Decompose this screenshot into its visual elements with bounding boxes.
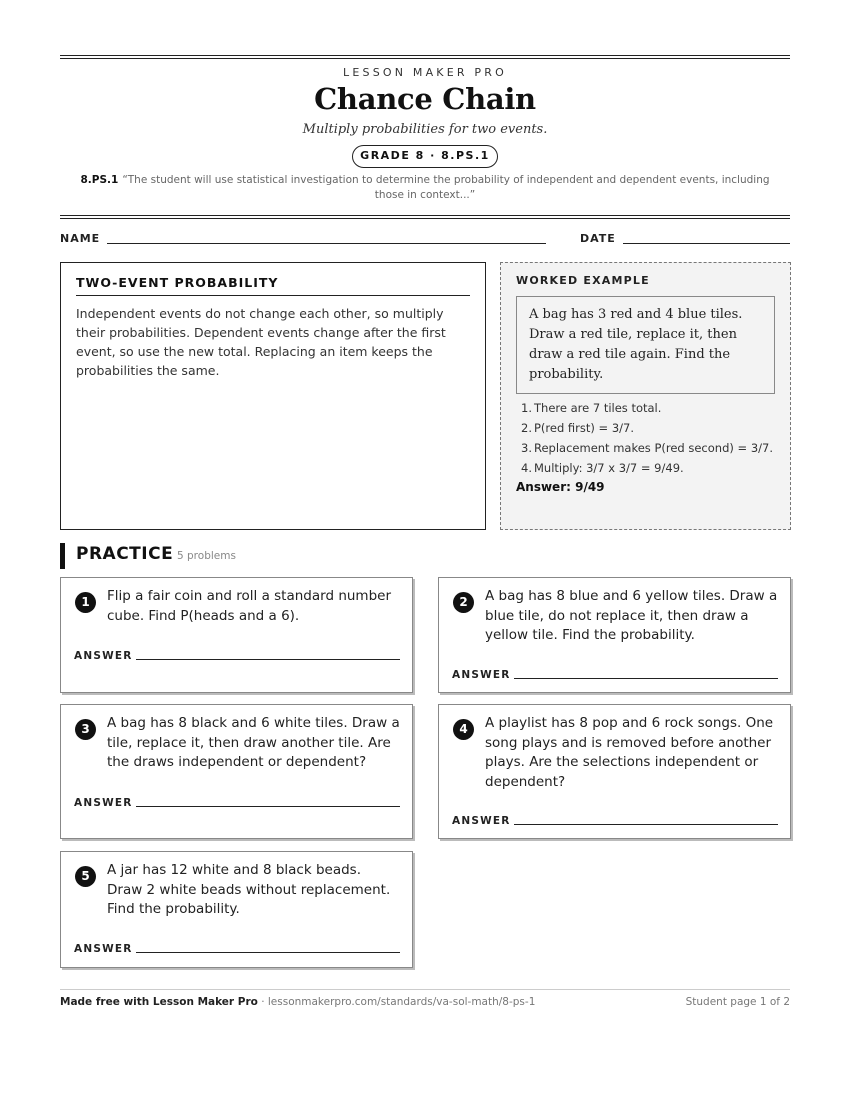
step-item: 1. There are 7 tiles total.	[521, 401, 662, 415]
answer-field[interactable]	[136, 806, 400, 807]
concept-title: TWO-EVENT PROBABILITY	[76, 275, 470, 296]
answer-field[interactable]	[136, 952, 400, 953]
step-item: 3. Replacement makes P(red second) = 3/7.	[521, 441, 773, 455]
problem-number-badge: 1	[75, 592, 96, 613]
answer-field[interactable]	[514, 678, 778, 679]
step-item: 2. P(red first) = 3/7.	[521, 421, 634, 435]
practice-accent-bar	[60, 543, 65, 569]
worked-example-steps	[516, 400, 775, 476]
worked-example-answer: Answer: 9/49	[516, 480, 605, 494]
problem-card-1	[60, 577, 413, 693]
practice-count: 5 problems	[177, 550, 236, 562]
footer-url[interactable]: · lessonmakerpro.com/standards/va-sol-math/8-ps-1	[257, 996, 536, 1008]
problem-text: A playlist has 8 pop and 6 rock songs. One song plays and is removed before another plays. Are the selections independent or dependent?	[485, 715, 774, 790]
worked-example-title: WORKED EXAMPLE	[516, 274, 650, 287]
page-title: Chance Chain	[314, 82, 536, 116]
practice-title: PRACTICE	[76, 544, 174, 564]
answer-label: ANSWER	[452, 669, 511, 681]
standard-code: 8.PS.1	[80, 174, 119, 186]
answer-field[interactable]	[136, 659, 400, 660]
date-label: DATE	[580, 232, 616, 245]
answer-label: ANSWER	[74, 650, 133, 662]
problem-number-badge: 5	[75, 866, 96, 887]
problem-card-3	[60, 704, 413, 839]
footer-credit	[60, 996, 535, 1008]
concept-body: Independent events do not change each other, so multiply their probabilities. Dependent events change after the first event, so use the new total. Replacing an item keeps the probabilities the same.	[76, 306, 446, 378]
problem-text: Flip a fair coin and roll a standard number cube. Find P(heads and a 6).	[107, 588, 392, 624]
answer-field[interactable]	[514, 824, 778, 825]
worked-example-problem: A bag has 3 red and 4 blue tiles. Draw a red tile, replace it, then draw a red tile again. Find the probability.	[516, 296, 775, 394]
worked-example-box	[500, 262, 791, 530]
problem-text: A bag has 8 black and 6 white tiles. Draw a tile, replace it, then draw another tile. Are the draws independent or dependent?	[107, 715, 400, 770]
footer-made-with: Made free with Lesson Maker Pro	[60, 996, 258, 1008]
problem-text: A bag has 8 blue and 6 yellow tiles. Draw a blue tile, do not replace it, then draw a yellow tile. Find the probability.	[485, 588, 778, 643]
standard-statement	[70, 173, 780, 203]
answer-label: ANSWER	[452, 815, 511, 827]
top-rule	[60, 55, 790, 56]
header-bottom-rule	[60, 215, 790, 216]
problem-number-badge: 4	[453, 719, 474, 740]
grade-badge: GRADE 8 · 8.PS.1	[352, 145, 498, 168]
page-subtitle: Multiply probabilities for two events.	[302, 122, 548, 137]
problem-text: A jar has 12 white and 8 black beads. Draw 2 white beads without replacement. Find the probability.	[107, 862, 391, 917]
date-field[interactable]	[623, 243, 790, 244]
standard-text: “The student will use statistical investigation to determine the probability of independent and dependent events, including those in context...”	[122, 174, 770, 201]
problem-card-5	[60, 851, 413, 968]
footer-rule	[60, 989, 790, 990]
answer-label: ANSWER	[74, 943, 133, 955]
problem-card-4	[438, 704, 791, 839]
problem-card-2	[438, 577, 791, 693]
concept-box	[60, 262, 486, 530]
name-label: NAME	[60, 232, 101, 245]
problem-number-badge: 3	[75, 719, 96, 740]
footer-page-number: Student page 1 of 2	[685, 996, 790, 1008]
problem-number-badge: 2	[453, 592, 474, 613]
answer-label: ANSWER	[74, 797, 133, 809]
name-field[interactable]	[107, 243, 546, 244]
step-item: 4. Multiply: 3/7 x 3/7 = 9/49.	[521, 461, 684, 475]
brand-name: LESSON MAKER PRO	[343, 66, 507, 79]
